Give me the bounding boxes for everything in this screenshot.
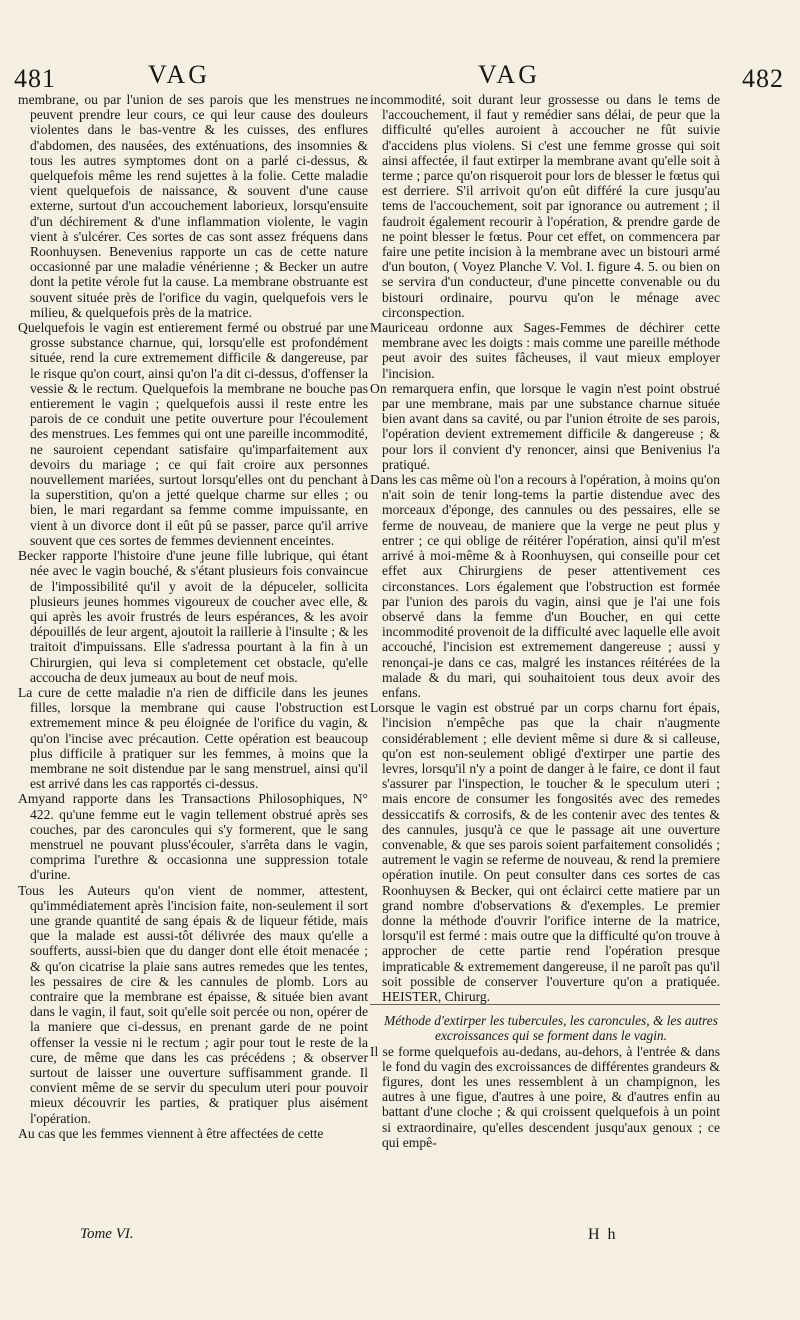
page-number-left: 481 — [14, 64, 56, 93]
right-column — [370, 92, 720, 1150]
running-title-right: VAG — [478, 60, 540, 89]
volume-label: Tome VI. — [80, 1226, 134, 1242]
paragraph: Au cas que les femmes viennent à être affectées de cette — [18, 1125, 324, 1141]
paragraph: Amyand rapporte dans les Transactions Philosophiques, N° 422. qu'une femme eut le vagin tellement obstrué après ses couches, par des caroncules qui s'y formerent, que le sang menstruel ne pouvant pluss'écouler, s'arrêta dans le vagin, comprima l'urethre & occasionna une suppression totale d'urine. — [18, 791, 368, 883]
paragraph: Tous les Auteurs qu'on vient de nommer, attestent, qu'immédiatement après l'incision faite, non-seulement il sort une grande quantité de sang épais & de liqueur fétide, mais que la malade est aussi-tôt délivrée des maux qu'elle a soufferts, aussi-bien que du danger dont elle étoit menacée ; & qu'on cicatrise la plaie sans autres remedes que les tentes, les pessaires de cire & les cannules de plomb. Lors au contraire que la membrane est épaisse, & située bien avant dans le vagin, il faut, soit qu'elle soit percée ou non, opérer de la maniere que ci-dessus, en prenant garde de ne point offenser la vessie ni le rectum ; agir pour tout le reste de la cure, de même que dans les cas précédens ; & observer surtout de laisser une ouverture suffisamment grande. Il convient même de se servir du speculum uteri pour pouvoir mieux découvrir les parties, & pratiquer plus aisément l'opération. — [18, 882, 368, 1126]
signature-mark: H h — [588, 1226, 618, 1243]
left-column — [18, 92, 368, 1141]
running-title-left: VAG — [148, 60, 210, 89]
paragraph: Mauriceau ordonne aux Sages-Femmes de déchirer cette membrane avec les doigts : mais comme une pareille méthode peut avoir des suites fâcheuses, il vaut mieux employer l'incision. — [370, 320, 720, 381]
paragraph: Becker rapporte l'histoire d'une jeune fille lubrique, qui étant née avec le vagin bouché, & s'étant plusieurs fois convaincue de l'impossibilité qu'il y avoit de la dépuceler, sollicita plusieurs jeunes hommes vigoureux de coucher avec elle, & qui après les avoir frustrés de leurs espérances, & les avoir dépouillés de leur argent, ajoutoit la raillerie à l'insulte ; & les traitoit d'impuissans. Elle s'adressa pourtant à la fin à un Chirurgien, qui leva si completement cet obstacle, qu'elle accoucha de deux jumeaux au bout de neuf mois. — [18, 548, 368, 685]
section-subheading: Méthode d'extirper les tubercules, les caroncules, & les autres excroissances qui se forment dans le vagin. — [370, 1004, 720, 1043]
running-header — [0, 60, 800, 96]
page-number-right: 482 — [742, 64, 784, 93]
paragraph: Lorsque le vagin est obstrué par un corps charnu fort épais, l'incision n'empêche pas que la chair n'augmente considérablement ; elle devient même si dure & si calleuse, qu'on est non-seulement obligé d'extirper une partie des levres, lorsqu'il n'y a point de danger à le faire, ce dont il faut s'assurer par l'inspection, le toucher & le speculum uteri ; mais encore de consumer les fongosités avec des remedes dessiccatifs & corrosifs, & de les contenir avec des tentes & des cannules, jusqu'à ce que le passage ait une ouverture convenable, & que ses parois soient parfaitement consolidés ; autrement le vagin se referme de nouveau, & rend la premiere opération inutile. On peut consulter dans ces sortes de cas Roonhuysen & Becker, qui ont éclairci cette matiere par un grand nombre d'observations & d'exemples. Le premier donne la méthode d'ouvrir l'orifice interne de la matrice, lorsqu'il est fermé : mais outre que la difficulté qu'on trouve à approcher de cette partie rend l'opération presque impraticable & extremement dangereuse, il ne paroît pas qu'il soit possible de conserver l'ouverture qu'on a pratiquée. HEISTER, Chirurg. — [370, 700, 720, 1004]
paragraph: Quelquefois le vagin est entierement fermé ou obstrué par une grosse substance charnue, qui, lorsqu'elle est profondément située, rend la cure extremement difficile & dangereuse, par le risque qu'on court, ainsi qu'on l'a dit ci-dessus, d'offenser la vessie & le rectum. Quelquefois la membrane ne bouche pas entierement le vagin ; quelquefois aussi il reste entre les parois de ce conduit une petite ouverture pour l'écoulement des menstrues. Les femmes qui ont une pareille incommodité, ne sauroient cependant satisfaire qu'imparfaitement aux devoirs du mariage ; ce qui fait croire aux personnes nouvellement mariées, surtout lorsqu'elles ont du penchant à la superstition, qu'on a jetté quelque charme sur elles ; ou bien, le mari regardant sa femme comme impuissante, en vient à un divorce dont il eût pû se passer, parce qu'il arrive souvent que ces sortes de femmes deviennent enceintes. — [18, 320, 368, 548]
paragraph: membrane, ou par l'union de ses parois que les menstrues ne peuvent prendre leur cours, ce qui leur cause des douleurs violentes dans le bas-ventre & les cuisses, des enflures d'abdomen, des nausées, des exténuations, des insomnies & tous les autres symptomes dont on a parlé ci-dessus, & quelquefois même les rend sujettes à la folie. Cette maladie vient quelquefois de naissance, & souvent d'une cause externe, surtout d'un accouchement laborieux, lorsqu'ensuite d'un déchirement & d'une inflammation violente, le vagin vient à s'ulcérer. Ces sortes de cas sont assez fréquens dans Roonhuysen. Benevenius rapporte un cas de cette nature occasionné par une maladie vénérienne ; & Becker un autre dont la petite vérole fut la cause. La membrane obstruante est souvent située près de l'orifice du vagin, quelquefois vers le milieu, & quelquefois près de la matrice. — [18, 92, 368, 320]
paragraph: On remarquera enfin, que lorsque le vagin n'est point obstrué par une membrane, mais par une substance charnue située bien avant dans sa cavité, ou par l'union étroite de ses parois, l'opération devient extremement difficile & dangereuse ; & pour lors il convient d'y renoncer, ainsi que Benivenius l'a pratiqué. — [370, 380, 720, 472]
paragraph: Dans les cas même où l'on a recours à l'opération, à moins qu'on n'ait soin de tenir long-tems la partie distendue avec des morceaux d'éponge, des cannules ou des pessaires, elle se ferme de nouveau, de maniere que la verge ne peut plus y entrer ; ce qui oblige de réitérer l'opération, ainsi qu'il m'est arrivé à moi-même & à Roonhuysen, qui conseille pour cet effet aux Chirurgiens de peser attentivement ces circonstances. Lors également que l'obstruction est formée par l'union des parois du vagin, ainsi que je l'ai une fois observé dans la femme d'un Boucher, en qui cette incommodité provenoit de la difficulté avec laquelle elle avoit accouché, l'incision est extremement dangereuse ; aussi y renonçai-je dans ce cas, malgré les instances réitérées de la malade & du mari, qui souhaitoient tous deux avoir des enfans. — [370, 472, 720, 700]
paragraph: incommodité, soit durant leur grossesse ou dans le tems de l'accouchement, il faut y remédier sans délai, de peur que la difficulté qu'elles auroient à accoucher ne fût suivie d'accidens plus violens. Si c'est une femme grosse qui soit ainsi affectée, il faut extirper la membrane avant qu'elle soit à terme ; parce qu'on risqueroit pour lors de blesser le fœtus qui est derriere. S'il arrivoit qu'on eût différé la cure jusqu'au tems de l'accouchement, soit par ignorance ou autrement ; il faudroit également recourir à l'opération, & prendre garde de ne point blesser le fœtus. Pour cet effet, on commencera par faire une petite incision à la membrane avec un bistouri armé d'un bouton, ( Voyez Planche V. Vol. I. figure 4. 5. ou bien on se servira d'un conducteur, d'une pincette convenable ou du bistouri ordinaire, pourvu qu'on le ménage avec circonspection. — [370, 92, 720, 320]
paragraph: La cure de cette maladie n'a rien de difficile dans les jeunes filles, lorsque la membrane qui cause l'obstruction est extremement mince & peu éloignée de l'orifice du vagin, & qu'on l'incise avec précaution. Cette opération est beaucoup plus difficile à pratiquer sur les femmes, à moins que la membrane ne soit distendue par le sang menstruel, ainsi qu'il est arrivé dans les cas rapportés ci-dessus. — [18, 684, 368, 792]
paragraph: Il se forme quelquefois au-dedans, au-dehors, à l'entrée & dans le fond du vagin des excroissances de différentes grandeurs & figures, dont les unes ressemblent à un champignon, les autres à une figue, d'autres à une poire, & d'autres enfin au battant d'une cloche ; & qui croissent quelquefois à un point si extraordinaire, qu'elles descendent jusqu'aux genoux ; ce qui empê- — [370, 1043, 720, 1150]
